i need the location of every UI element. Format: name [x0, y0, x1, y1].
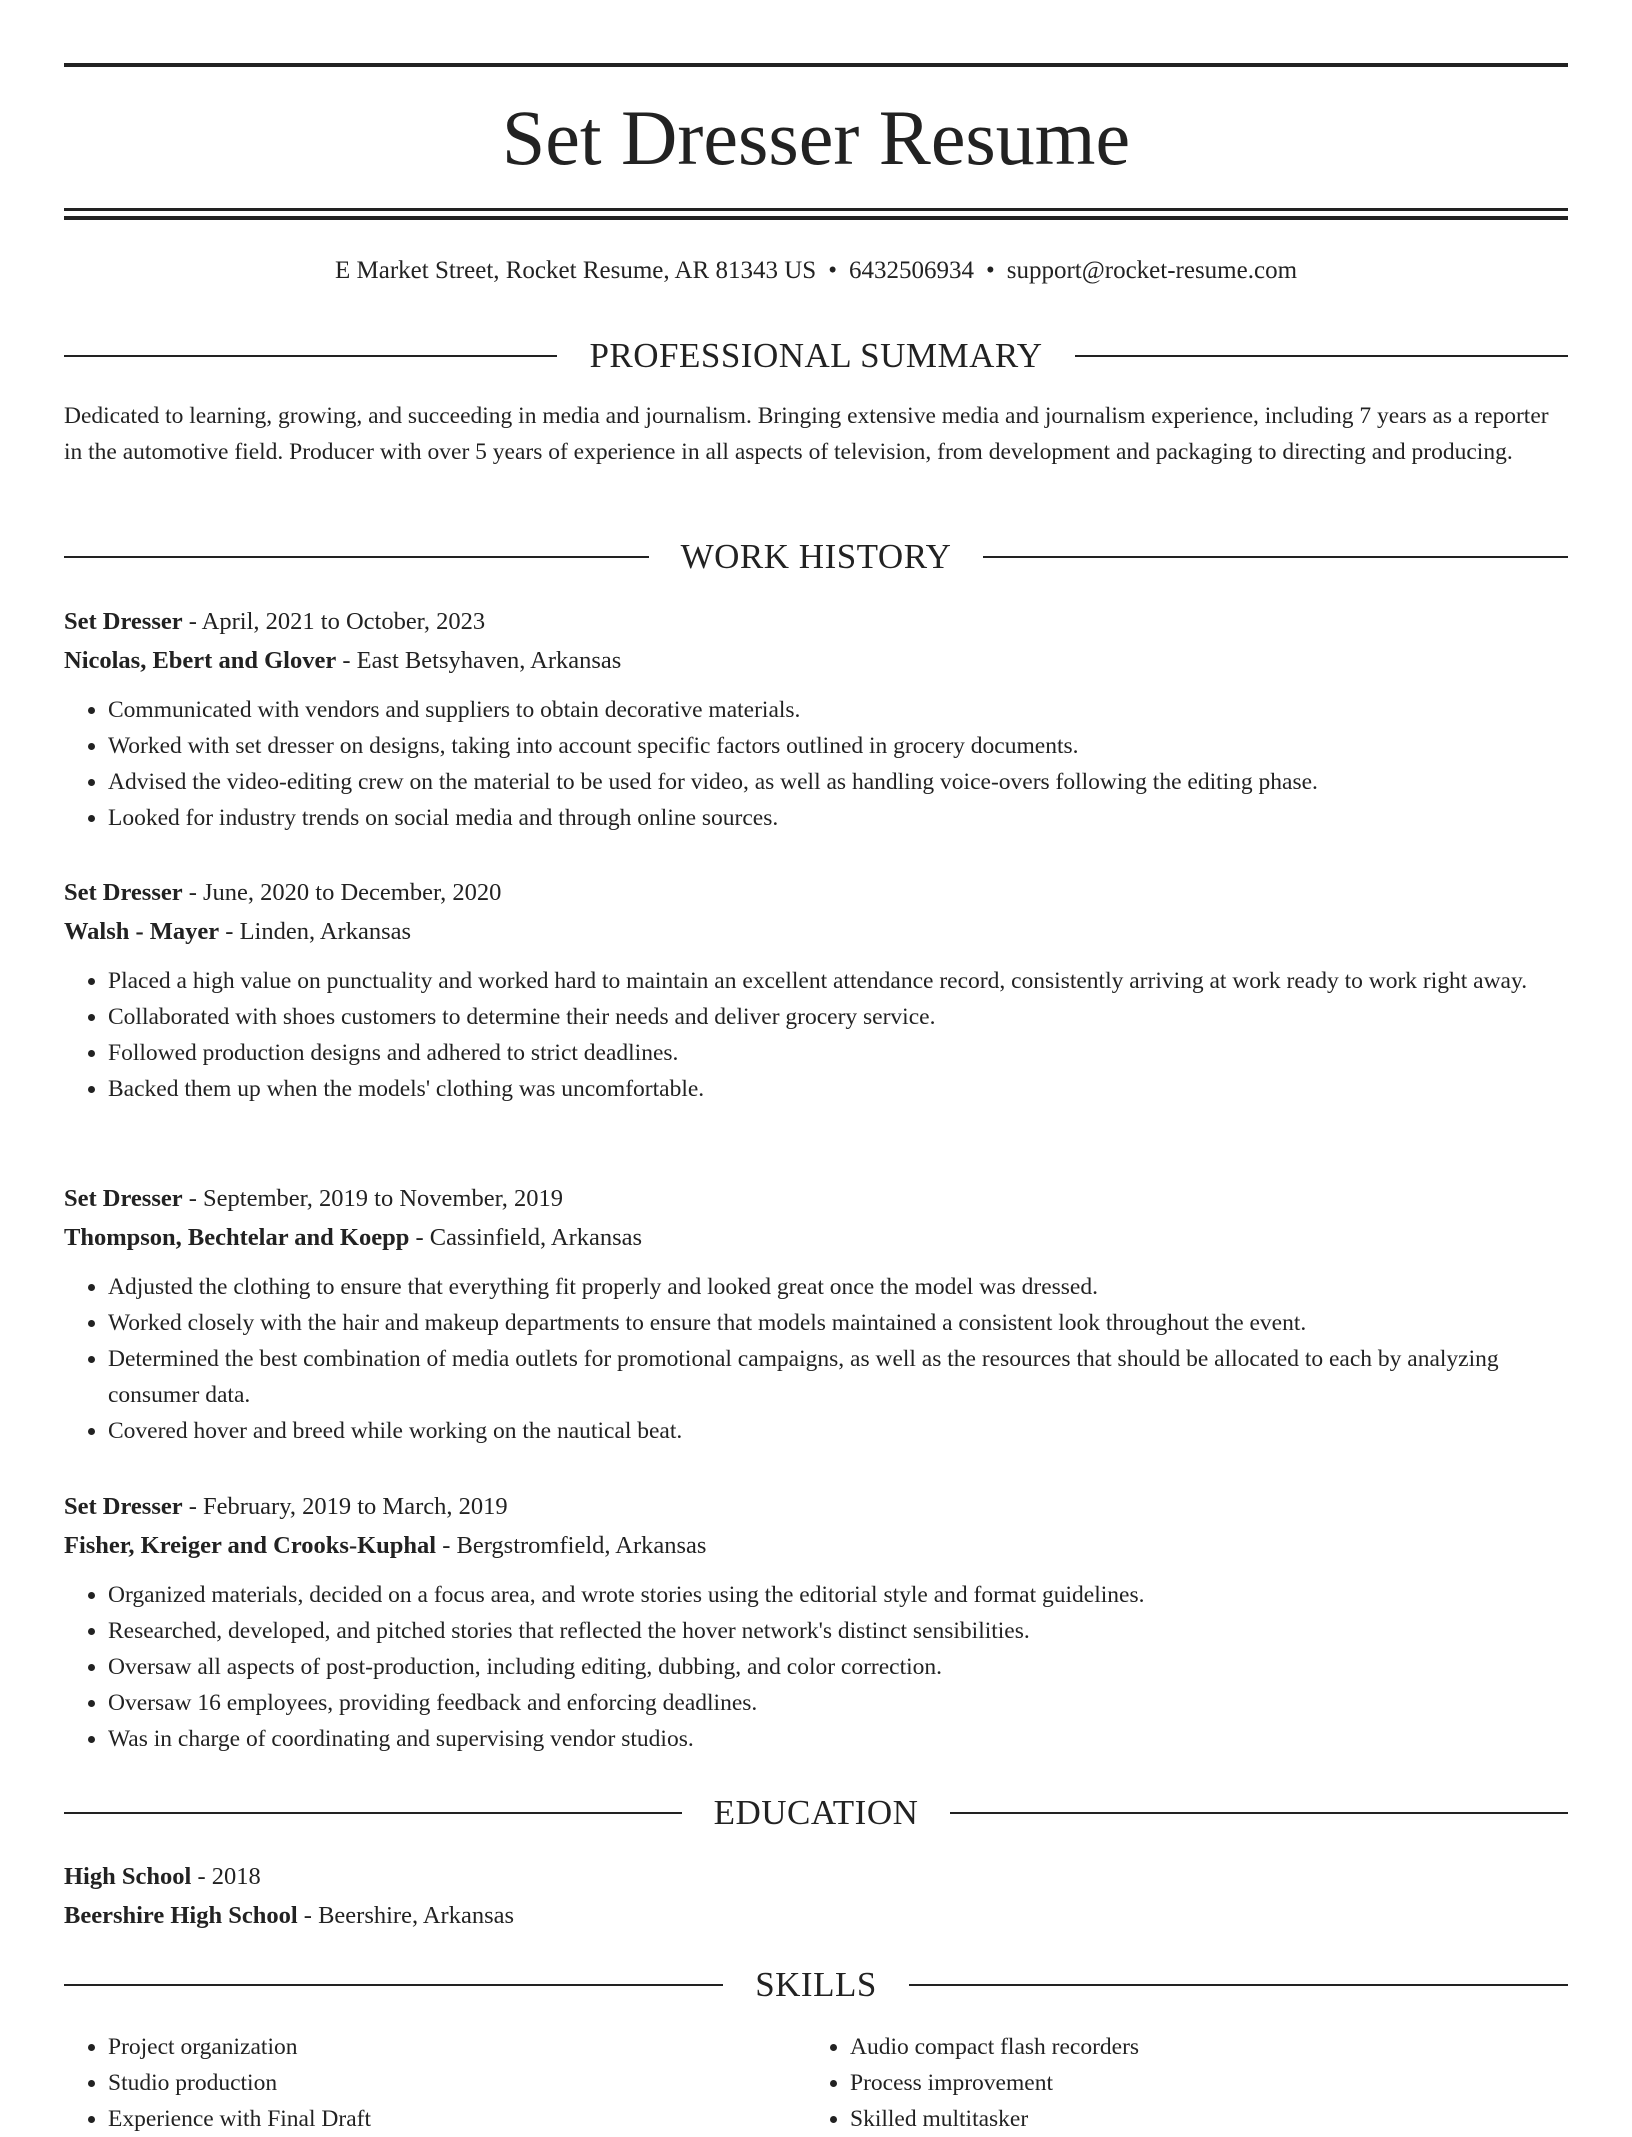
- job-company-line: [64, 912, 1568, 951]
- job-entry: [64, 873, 1568, 1107]
- education-year: - 2018: [191, 1863, 261, 1890]
- job-bullet: • Worked closely with the hair and makeup departments to ensure that models maintained a consistent look throughout the event.: [108, 1305, 1568, 1341]
- heading-rule: [1075, 355, 1568, 357]
- contact-address: E Market Street, Rocket Resume, AR 81343 US: [334, 257, 817, 284]
- section-title: SKILLS: [755, 1965, 877, 2004]
- job-entry: [64, 602, 1568, 836]
- skill-item: • Experience with Final Draft: [108, 2101, 806, 2137]
- job-company: Walsh - Mayer: [64, 918, 220, 945]
- heading-rule: [64, 355, 557, 357]
- title-bottom-rule: [64, 208, 1568, 211]
- job-company: Nicolas, Ebert and Glover: [64, 647, 337, 674]
- heading-rule: [909, 1984, 1568, 1986]
- job-dates: - February, 2019 to March, 2019: [182, 1493, 508, 1520]
- skill-item: • Process improvement: [850, 2065, 1548, 2101]
- job-bullet: • Collaborated with shoes customers to determine their needs and deliver grocery service.: [108, 999, 1568, 1035]
- job-entry: [64, 1487, 1568, 1757]
- section-title: PROFESSIONAL SUMMARY: [589, 336, 1043, 375]
- job-title: Set Dresser: [64, 608, 183, 635]
- job-dates: - September, 2019 to November, 2019: [182, 1185, 564, 1212]
- contact-separator: •: [985, 257, 995, 284]
- section-heading-education: [64, 1791, 1568, 1835]
- job-dates: - June, 2020 to December, 2020: [182, 879, 502, 906]
- title-top-rule: [64, 63, 1568, 67]
- skills-column-left: [64, 2029, 806, 2137]
- job-title-line: [64, 1179, 1568, 1218]
- education-degree-line: [64, 1857, 1568, 1896]
- heading-rule: [983, 556, 1568, 558]
- job-bullet: • Oversaw all aspects of post-production, including editing, dubbing, and color correction.: [108, 1649, 1568, 1685]
- section-title: WORK HISTORY: [680, 537, 952, 576]
- heading-rule: [950, 1812, 1568, 1814]
- section-heading-summary: [64, 334, 1568, 378]
- job-title-line: [64, 602, 1568, 641]
- job-company-line: [64, 1526, 1568, 1565]
- job-location: - Bergstromfield, Arkansas: [436, 1532, 707, 1559]
- job-bullet: • Organized materials, decided on a focus area, and wrote stories using the editorial style and format guidelines.: [108, 1577, 1568, 1613]
- job-bullet: • Communicated with vendors and suppliers to obtain decorative materials.: [108, 692, 1568, 728]
- job-dates: - April, 2021 to October, 2023: [182, 608, 486, 635]
- heading-rule: [64, 1812, 682, 1814]
- job-title: Set Dresser: [64, 1185, 183, 1212]
- job-bullet: • Was in charge of coordinating and supervising vendor studios.: [108, 1721, 1568, 1757]
- job-location: - Cassinfield, Arkansas: [409, 1224, 643, 1251]
- education-degree: High School: [64, 1863, 192, 1890]
- summary-text: Dedicated to learning, growing, and succeeding in media and journalism. Bringing extensive media and journalism experience, including 7 years as a reporter in the automotive field. Producer with over 5 years of experience in all aspects of television, from development and packaging to directing and producing.: [64, 403, 1549, 465]
- job-title-line: [64, 1487, 1568, 1526]
- title-bottom-rule-double: [64, 216, 1568, 220]
- job-bullets: [64, 692, 1568, 836]
- skill-item: • Audio compact flash recorders: [850, 2029, 1548, 2065]
- job-company-line: [64, 1218, 1568, 1257]
- education-school: Beershire High School: [64, 1902, 298, 1929]
- education-entry: [64, 1857, 1568, 1935]
- page-title: Set Dresser Resume: [501, 94, 1131, 181]
- job-bullet: • Covered hover and breed while working on the nautical beat.: [108, 1413, 1568, 1449]
- job-bullet: • Advised the video-editing crew on the material to be used for video, as well as handling voice-overs following the editing phase.: [108, 764, 1568, 800]
- job-bullet: • Followed production designs and adhered to strict deadlines.: [108, 1035, 1568, 1071]
- skill-item: • Skilled multitasker: [850, 2101, 1548, 2137]
- skill-item: • Studio production: [108, 2065, 806, 2101]
- job-bullets: [64, 1269, 1568, 1449]
- job-location: - Linden, Arkansas: [219, 918, 412, 945]
- heading-rule: [64, 1984, 723, 1986]
- skills-list: [64, 2029, 1568, 2137]
- job-bullet: • Adjusted the clothing to ensure that everything fit properly and looked great once the model was dressed.: [108, 1269, 1568, 1305]
- skills-column-right: [806, 2029, 1548, 2137]
- heading-rule: [64, 556, 649, 558]
- section-heading-skills: [64, 1963, 1568, 2007]
- skill-item: • Project organization: [108, 2029, 806, 2065]
- job-company-line: [64, 641, 1568, 680]
- job-bullet: • Worked with set dresser on designs, taking into account specific factors outlined in grocery documents.: [108, 728, 1568, 764]
- job-company: Thompson, Bechtelar and Koepp: [64, 1224, 410, 1251]
- job-bullet: • Researched, developed, and pitched stories that reflected the hover network's distinct sensibilities.: [108, 1613, 1568, 1649]
- contact-separator: •: [828, 257, 837, 284]
- job-bullet: • Oversaw 16 employees, providing feedback and enforcing deadlines.: [108, 1685, 1568, 1721]
- education-school-line: [64, 1896, 1568, 1935]
- job-bullet: • Determined the best combination of media outlets for promotional campaigns, as well as the resources that should be allocated to each by analyzing consumer data.: [108, 1341, 1568, 1413]
- job-title: Set Dresser: [64, 1493, 183, 1520]
- job-bullets: [64, 963, 1568, 1107]
- job-title: Set Dresser: [64, 879, 183, 906]
- contact-email: support@rocket-resume.com: [1006, 257, 1298, 284]
- job-title-line: [64, 873, 1568, 912]
- education-location: - Beershire, Arkansas: [297, 1902, 515, 1929]
- job-company: Fisher, Kreiger and Crooks-Kuphal: [64, 1532, 437, 1559]
- contact-phone: 6432506934: [848, 257, 974, 284]
- job-bullet: • Placed a high value on punctuality and worked hard to maintain an excellent attendance record, consistently arriving at work ready to work right away.: [108, 963, 1568, 999]
- job-bullet: • Looked for industry trends on social media and through online sources.: [108, 800, 1568, 836]
- section-heading-work-history: [64, 535, 1568, 579]
- job-entry: [64, 1179, 1568, 1449]
- job-bullet: • Backed them up when the models' clothing was uncomfortable.: [108, 1071, 1568, 1107]
- contact-line: [64, 254, 1568, 288]
- section-title: EDUCATION: [713, 1793, 919, 1832]
- job-bullets: [64, 1577, 1568, 1757]
- job-location: - East Betsyhaven, Arkansas: [336, 647, 622, 674]
